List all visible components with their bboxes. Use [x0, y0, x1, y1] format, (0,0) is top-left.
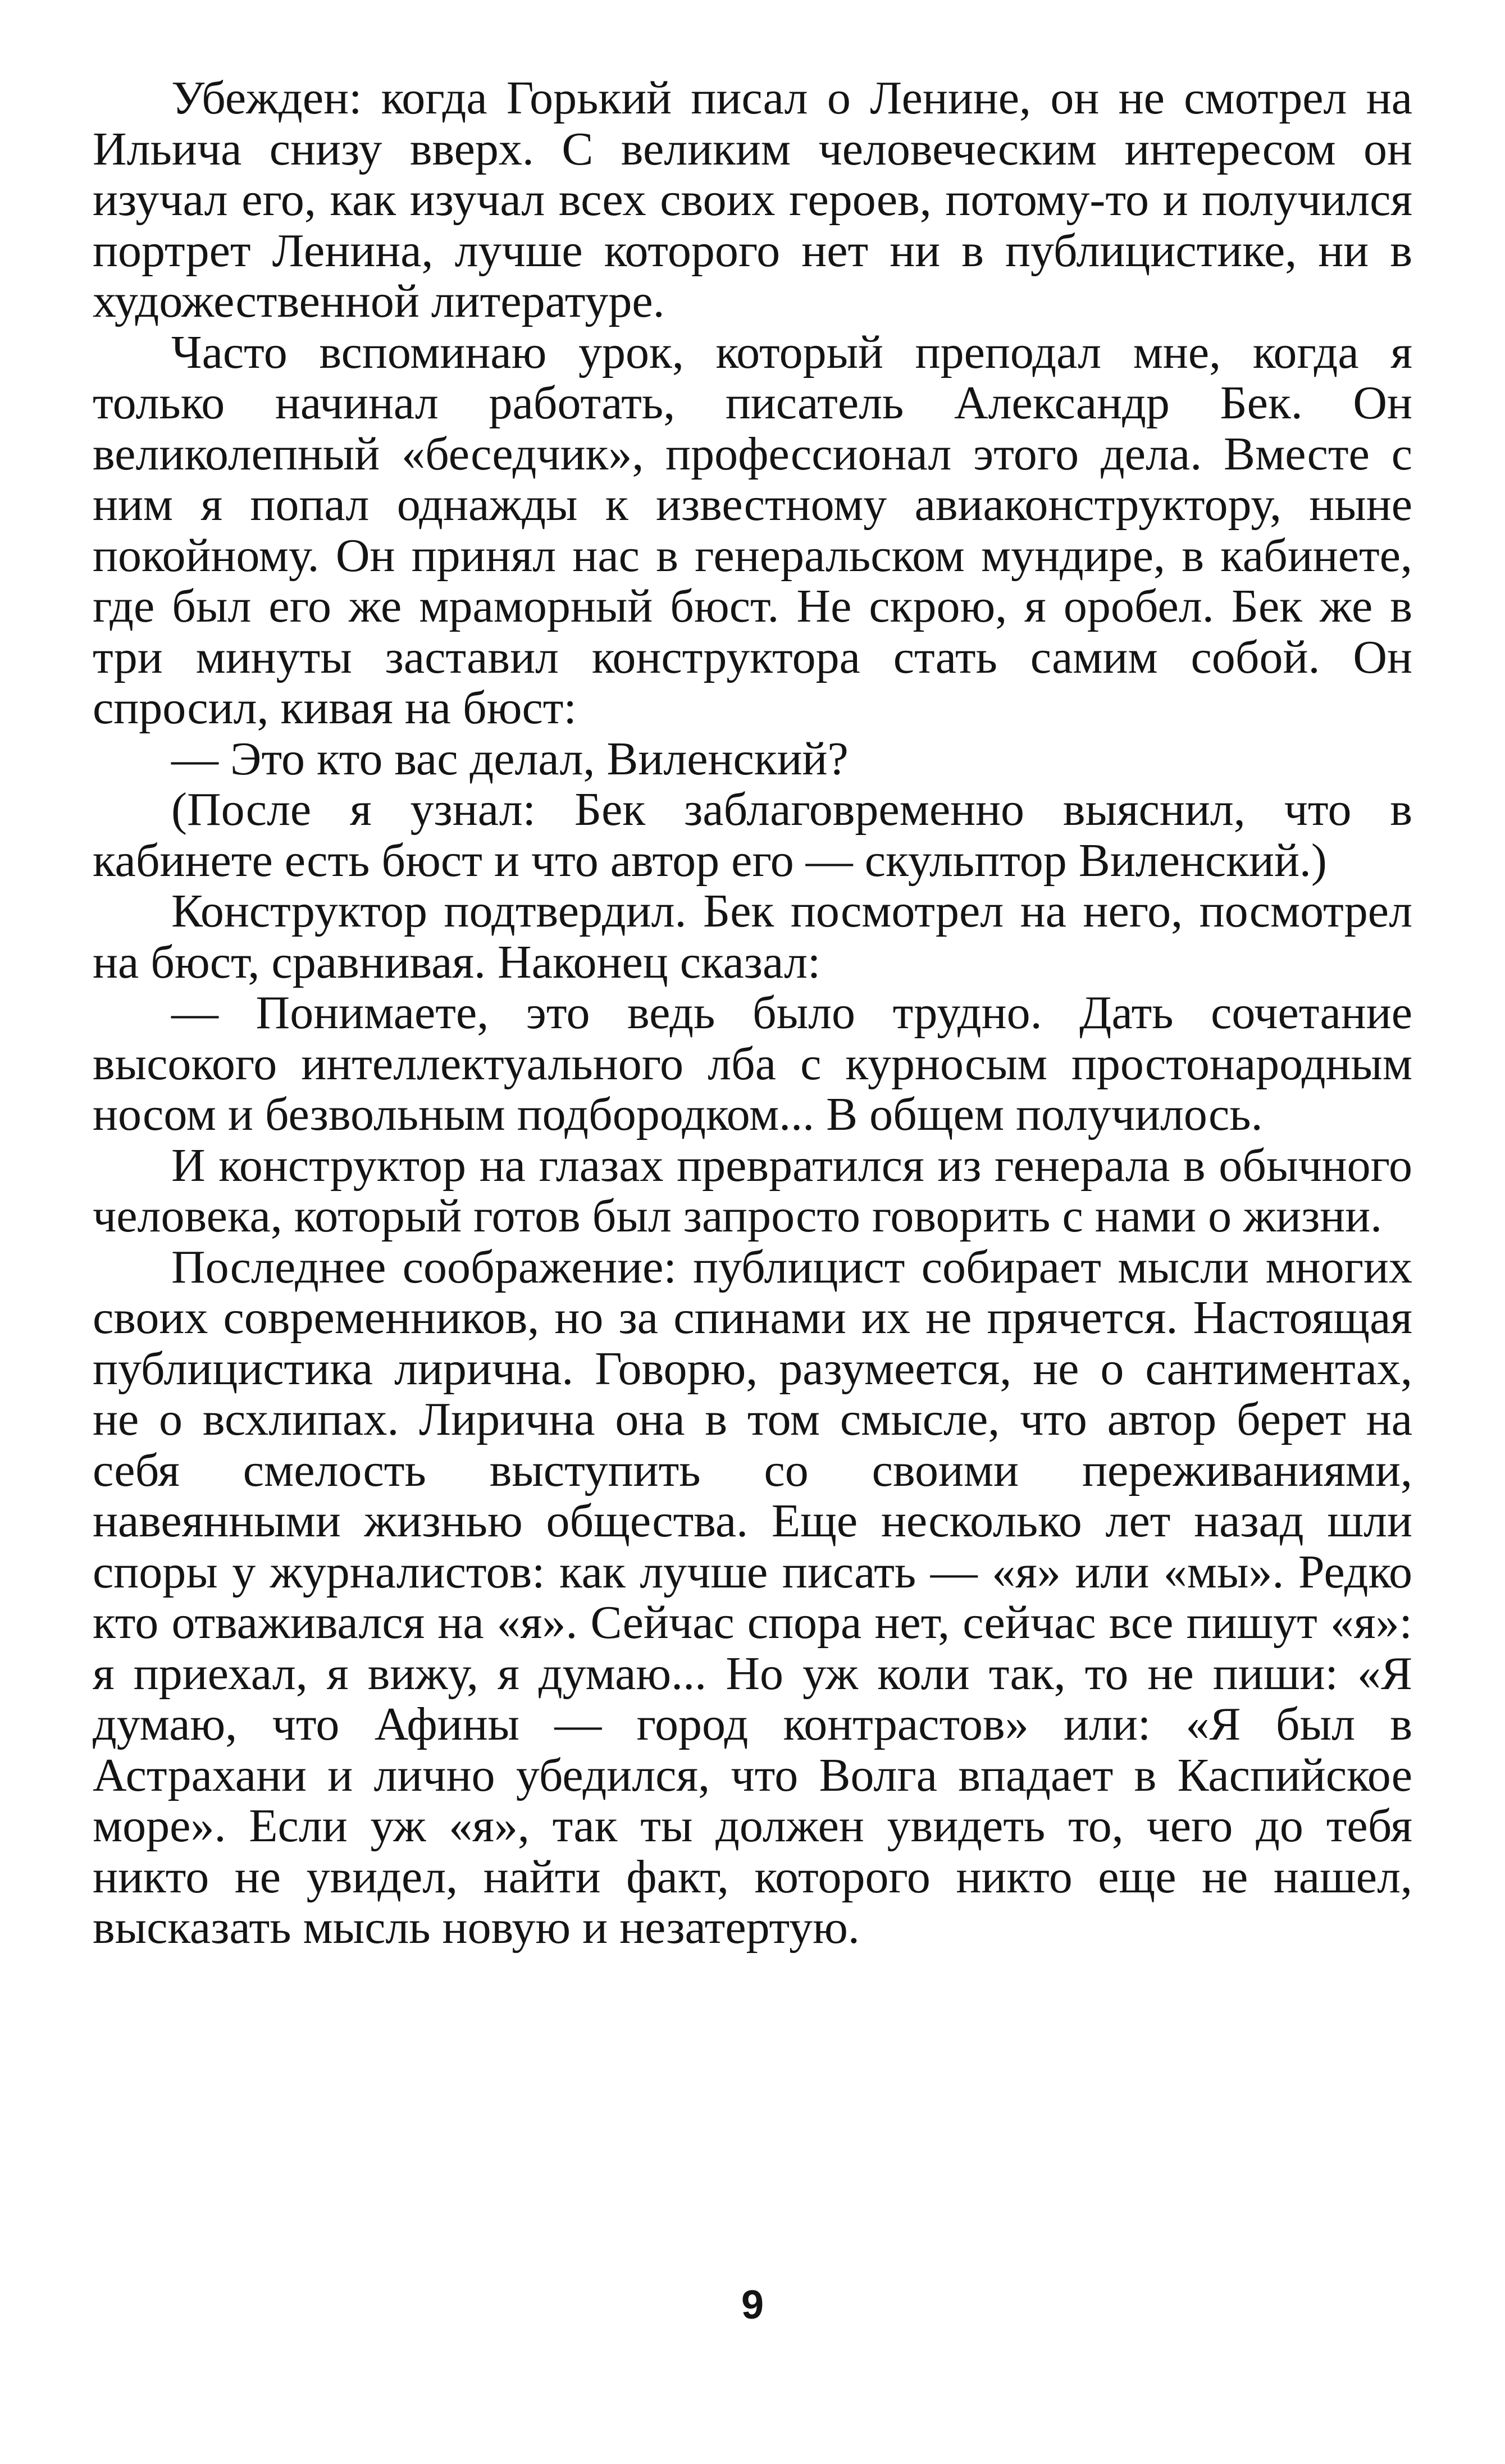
paragraph: Часто вспоминаю урок, который преподал мне, когда я только начинал работать, писатель Александр Бек. Он великолепный «беседчик», профессионал этого дела. Вместе с ним я попал однажды к известному авиаконструктору, ныне покойному. Он принял нас в генеральском мундире, в кабинете, где был его же мраморный бюст. Не скрою, я оробел. Бек же в три минуты заставил конструктора стать самим собой. Он спросил, кивая на бюст:: [93, 326, 1412, 734]
paragraph: И конструктор на глазах превратился из генерала в обычного человека, который готов был запросто говорить с нами о жизни.: [93, 1139, 1412, 1242]
book-page: [93, 73, 1412, 2403]
body-text: [93, 73, 1412, 1954]
paragraph: — Это кто вас делал, Виленский?: [171, 732, 849, 785]
paragraph: (После я узнал: Бек заблаговременно выяснил, что в кабинете есть бюст и что автор его — скульптор Виленский.): [93, 783, 1412, 887]
paragraph: Последнее соображение: публицист собирает мысли многих своих современников, но за спинами их не прячется. Настоящая публицистика лирична. Говорю, разумеется, не о сантиментах, не о всхлипах. Лирична она в том смысле, что автор берет на себя смелость выступить со своими переживаниями, навеянными жизнью общества. Еще несколько лет назад шли споры у журналистов: как лучше писать — «я» или «мы». Редко кто отваживался на «я». Сейчас спора нет, сейчас все пишут «я»: я приехал, я вижу, я думаю... Но уж коли так, то не пиши: «Я думаю, что Афины — город контрастов» или: «Я был в Астрахани и лично убедился, что Волга впадает в Каспийское море». Если уж «я», так ты должен увидеть то, чего до тебя никто не увидел, найти факт, которого никто еще не нашел, высказать мысль новую и незатертую.: [93, 1240, 1412, 1954]
paragraph: Убежден: когда Горький писал о Ленине, он не смотрел на Ильича снизу вверх. С великим человеческим интересом он изучал его, как изучал всех своих героев, потому-то и получился портрет Ленина, лучше которого нет ни в публицистике, ни в художественной литературе.: [93, 72, 1412, 327]
paragraph: Конструктор подтвердил. Бек посмотрел на него, посмотрел на бюст, сравнивая. Наконец сказал:: [93, 885, 1412, 988]
page-number: 9: [741, 2283, 764, 2328]
paragraph: — Понимаете, это ведь было трудно. Дать сочетание высокого интеллектуального лба с курносым простонародным носом и безвольным подбородком... В общем получилось.: [93, 987, 1412, 1140]
